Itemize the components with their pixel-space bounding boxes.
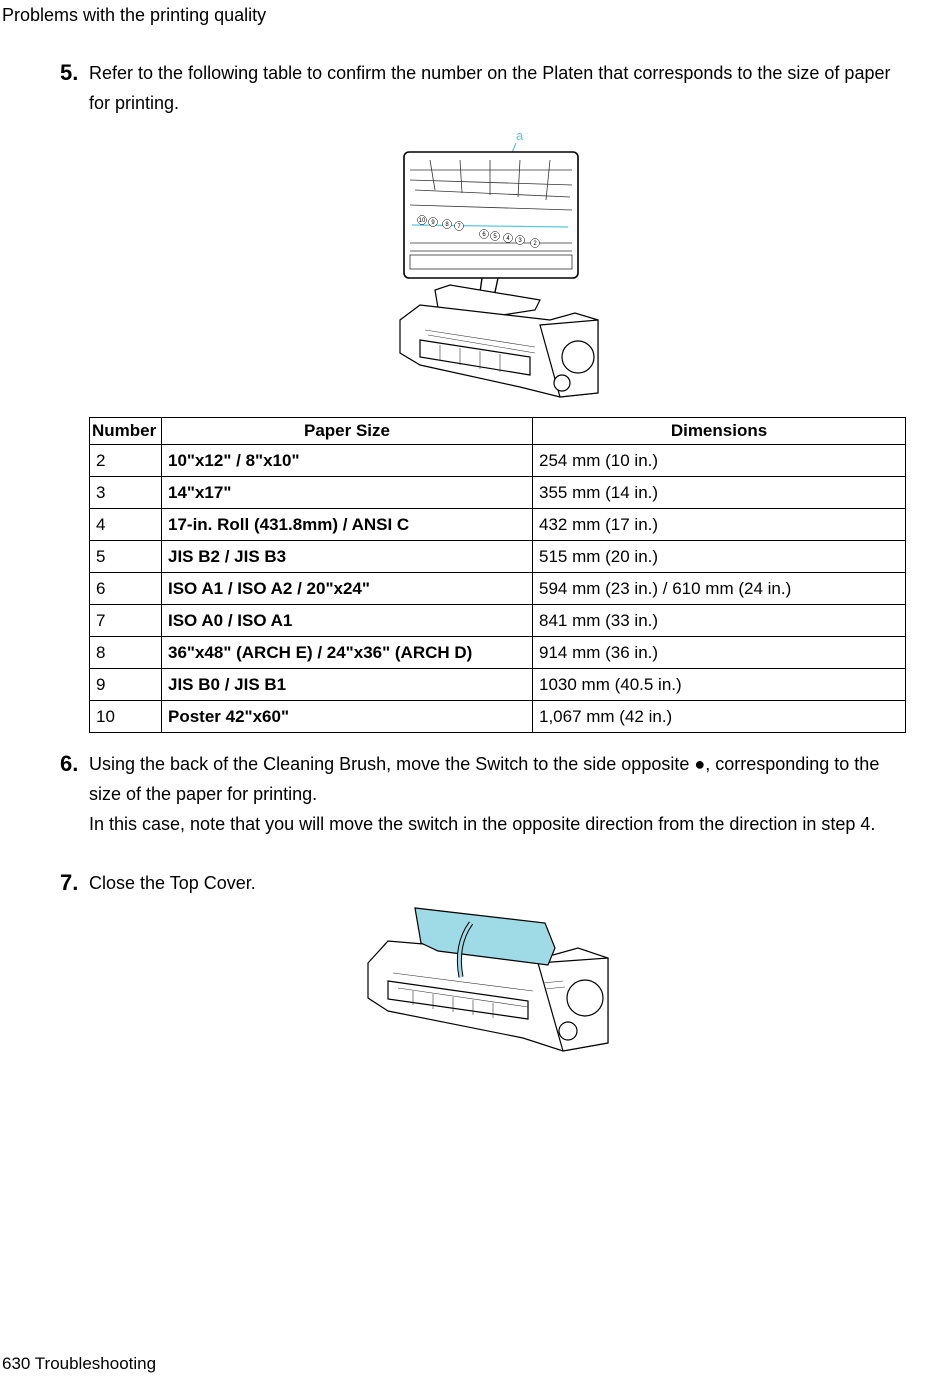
- cell-dimensions: 841 mm (33 in.): [533, 605, 906, 637]
- table-row: [90, 701, 906, 733]
- switch-number: 9: [431, 220, 435, 226]
- table-row: [90, 669, 906, 701]
- cell-dimensions: 1030 mm (40.5 in.): [533, 669, 906, 701]
- switch-number: 8: [445, 222, 449, 228]
- step-number: 7.: [60, 870, 79, 895]
- running-header: Problems with the printing quality: [2, 5, 267, 25]
- switch-number: 4: [506, 236, 510, 242]
- cell-number: 10: [90, 701, 162, 733]
- switch-number: 2: [533, 241, 537, 247]
- cell-dimensions: 355 mm (14 in.): [533, 477, 906, 509]
- cell-paper-size: 10"x12" / 8"x10": [162, 445, 533, 477]
- column-header-dimensions: Dimensions: [533, 418, 906, 445]
- cell-dimensions: 432 mm (17 in.): [533, 509, 906, 541]
- cell-dimensions: 594 mm (23 in.) / 610 mm (24 in.): [533, 573, 906, 605]
- step-text: Close the Top Cover.: [89, 873, 256, 893]
- cell-paper-size: ISO A1 / ISO A2 / 20"x24": [162, 573, 533, 605]
- cell-paper-size: Poster 42"x60": [162, 701, 533, 733]
- cell-number: 7: [90, 605, 162, 637]
- table-row: [90, 573, 906, 605]
- cell-paper-size: 14"x17": [162, 477, 533, 509]
- table-row: [90, 541, 906, 573]
- step-text-line: In this case, note that you will move the switch in the opposite direction from the direction in step 4.: [89, 814, 876, 834]
- step-text: Refer to the following table to confirm the number on the Platen that corresponds to the size of paper for printing.: [89, 63, 891, 113]
- table-row: [90, 445, 906, 477]
- cell-paper-size: JIS B0 / JIS B1: [162, 669, 533, 701]
- switch-number: 3: [518, 238, 522, 244]
- table-row: [90, 509, 906, 541]
- cell-number: 4: [90, 509, 162, 541]
- switch-number: 10: [418, 218, 426, 224]
- cell-number: 9: [90, 669, 162, 701]
- cell-paper-size: ISO A0 / ISO A1: [162, 605, 533, 637]
- step-text-line: Using the back of the Cleaning Brush, move the Switch to the side opposite ●, corresponding to the size of the paper for printing.: [89, 754, 880, 804]
- cell-paper-size: 36"x48" (ARCH E) / 24"x36" (ARCH D): [162, 637, 533, 669]
- cell-number: 6: [90, 573, 162, 605]
- cell-number: 8: [90, 637, 162, 669]
- cell-dimensions: 914 mm (36 in.): [533, 637, 906, 669]
- cell-number: 5: [90, 541, 162, 573]
- switch-number: 6: [482, 232, 486, 238]
- column-header-paper-size: Paper Size: [162, 418, 533, 445]
- cell-number: 2: [90, 445, 162, 477]
- step-text: [89, 749, 909, 839]
- table-row: [90, 477, 906, 509]
- cell-paper-size: 17-in. Roll (431.8mm) / ANSI C: [162, 509, 533, 541]
- paper-size-table: [89, 417, 906, 733]
- switch-number: 7: [457, 224, 461, 230]
- step-number: 6.: [60, 751, 79, 776]
- close-top-cover-illustration: [363, 903, 611, 1059]
- table-row: [90, 637, 906, 669]
- cell-dimensions: 515 mm (20 in.): [533, 541, 906, 573]
- callout-label-a: a: [516, 128, 524, 143]
- cell-dimensions: 1,067 mm (42 in.): [533, 701, 906, 733]
- cell-dimensions: 254 mm (10 in.): [533, 445, 906, 477]
- cell-number: 3: [90, 477, 162, 509]
- step-number: 5.: [60, 60, 79, 85]
- table-header-row: [90, 418, 906, 445]
- switch-number: 5: [493, 234, 497, 240]
- page-footer: 630 Troubleshooting: [2, 1354, 157, 1373]
- platen-switch-illustration: [390, 125, 610, 410]
- cell-paper-size: JIS B2 / JIS B3: [162, 541, 533, 573]
- table-row: [90, 605, 906, 637]
- column-header-number: Number: [90, 418, 162, 445]
